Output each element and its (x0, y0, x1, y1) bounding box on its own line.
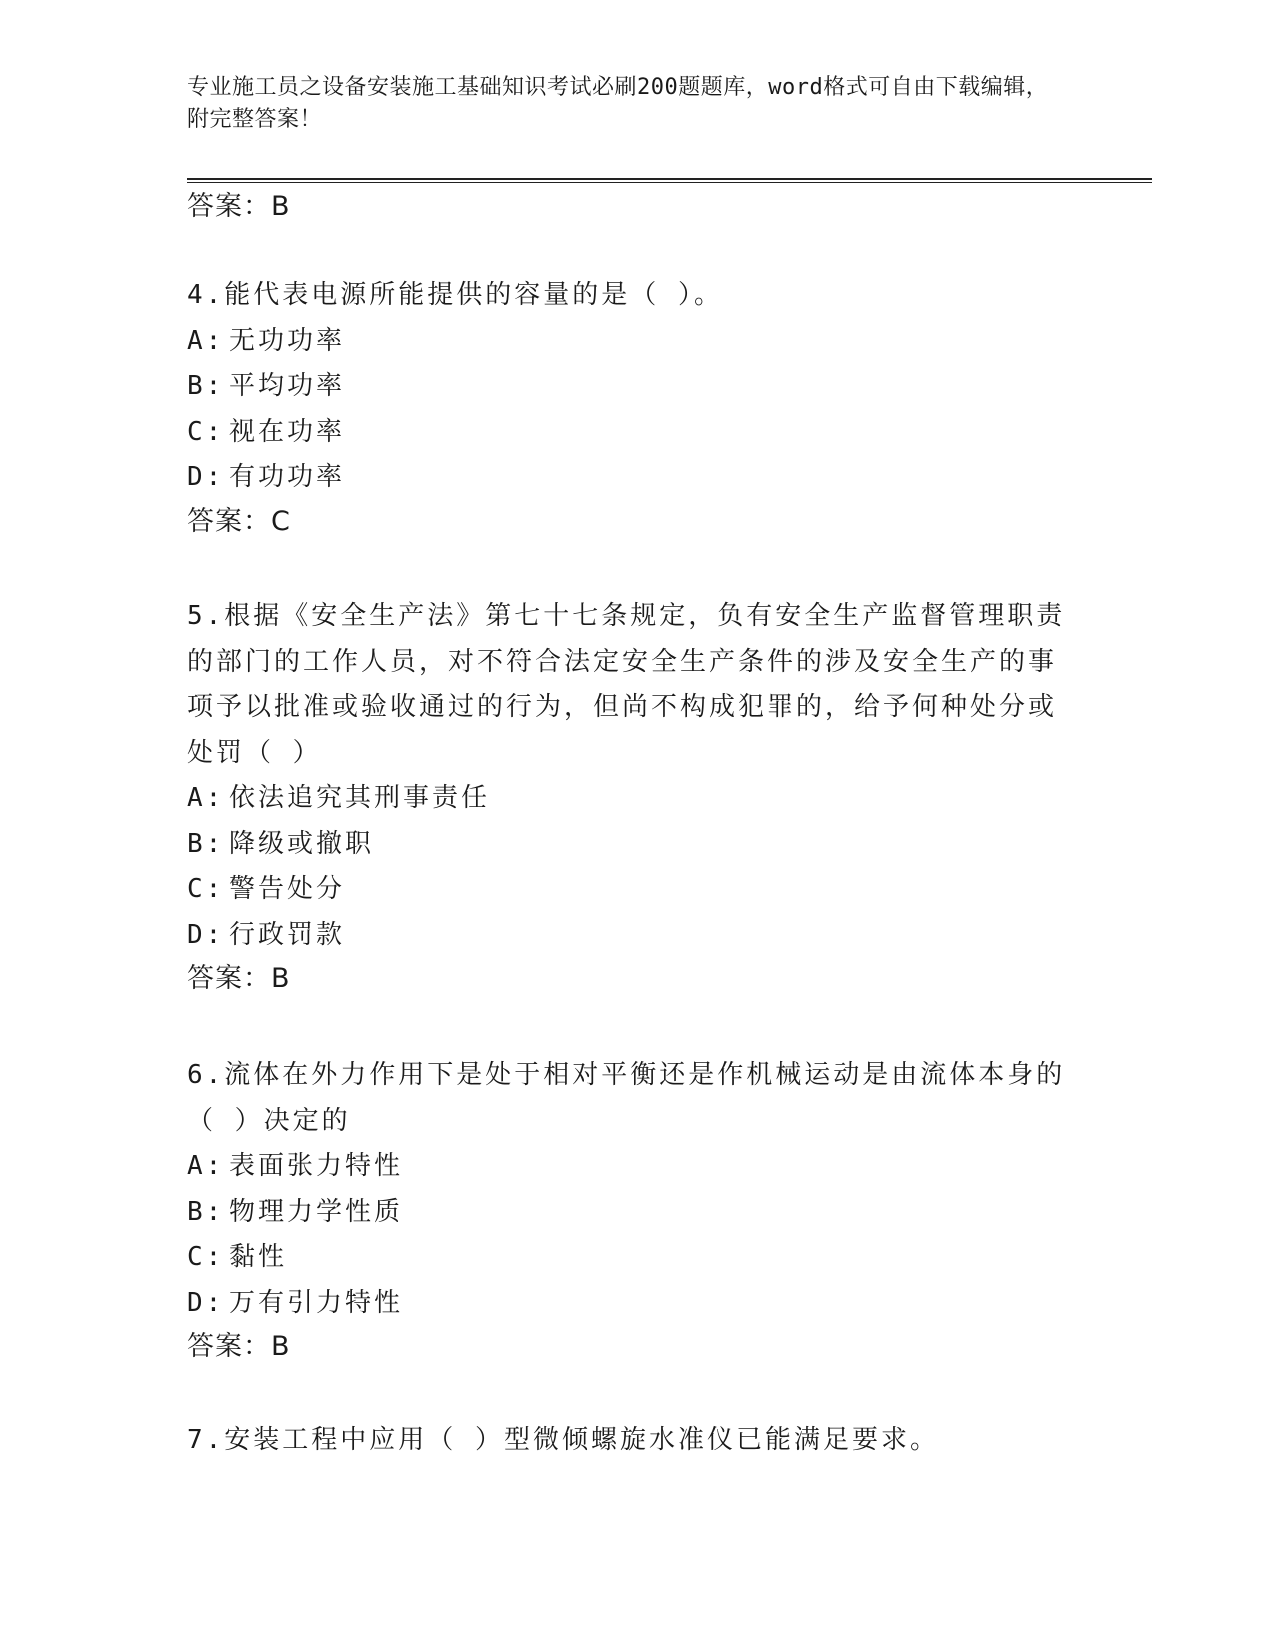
question-stem: 7.安装工程中应用（ ）型微倾螺旋水准仪已能满足要求。 (187, 1425, 939, 1455)
option-b (187, 364, 1067, 410)
question-stem: 6.流体在外力作用下是处于相对平衡还是作机械运动是由流体本身的（ ）决定的 (187, 1060, 1066, 1136)
option-d (187, 913, 1067, 959)
option-text: 黏性 (229, 1242, 288, 1272)
option-letter: B: (187, 1196, 225, 1227)
header-title: 专业施工员之设备安装施工基础知识考试必刷200题题库，word格式可自由下载编辑，附完整答案！ (187, 75, 1049, 132)
option-text: 平均功率 (229, 371, 346, 401)
question-stem: 5.根据《安全生产法》第七十七条规定，负有安全生产监督管理职责的部门的工作人员，对不符合法定安全生产条件的涉及安全生产的事项予以批准或验收通过的行为，但尚不构成犯罪的，给予何种处分或处罚（ ） (187, 601, 1066, 768)
option-text: 依法追究其刑事责任 (229, 783, 491, 813)
header-divider-thin (187, 182, 1152, 183)
option-d (187, 1281, 1067, 1327)
option-d (187, 455, 1067, 501)
header-divider (187, 178, 1152, 180)
option-letter: A: (187, 1151, 225, 1181)
option-c (187, 867, 1067, 913)
option-b (187, 822, 1067, 868)
answer-line: 答案：B (187, 1331, 291, 1362)
option-text: 警告处分 (229, 874, 346, 904)
option-letter: C: (187, 1242, 225, 1272)
document-header (187, 72, 1067, 136)
option-c (187, 1235, 1067, 1281)
answer-line: 答案：C (187, 506, 291, 537)
option-letter: D: (187, 919, 225, 950)
option-text: 行政罚款 (229, 919, 346, 950)
question-stem: 4.能代表电源所能提供的容量的是（ ）。 (187, 280, 723, 310)
option-text: 降级或撤职 (229, 828, 375, 859)
option-a (187, 776, 1067, 822)
option-letter: A: (187, 325, 225, 356)
question-6 (187, 1053, 1067, 1326)
option-a (187, 319, 1067, 365)
option-letter: B: (187, 371, 225, 401)
question-4 (187, 273, 1067, 501)
option-letter: B: (187, 828, 225, 859)
option-letter: C: (187, 874, 225, 904)
option-text: 有功功率 (229, 462, 346, 492)
option-letter: D: (187, 1287, 225, 1318)
question-5 (187, 594, 1067, 958)
option-c (187, 410, 1067, 456)
option-a (187, 1144, 1067, 1190)
question-7 (187, 1418, 1067, 1464)
option-text: 无功功率 (229, 325, 346, 356)
option-text: 物理力学性质 (229, 1196, 404, 1227)
option-letter: C: (187, 416, 225, 447)
option-letter: A: (187, 783, 225, 813)
option-b (187, 1190, 1067, 1236)
answer-line: 答案：B (187, 963, 291, 994)
option-text: 视在功率 (229, 416, 346, 447)
option-text: 万有引力特性 (229, 1287, 404, 1318)
answer-line: 答案：B (187, 191, 291, 222)
option-letter: D: (187, 462, 225, 492)
option-text: 表面张力特性 (229, 1151, 404, 1181)
